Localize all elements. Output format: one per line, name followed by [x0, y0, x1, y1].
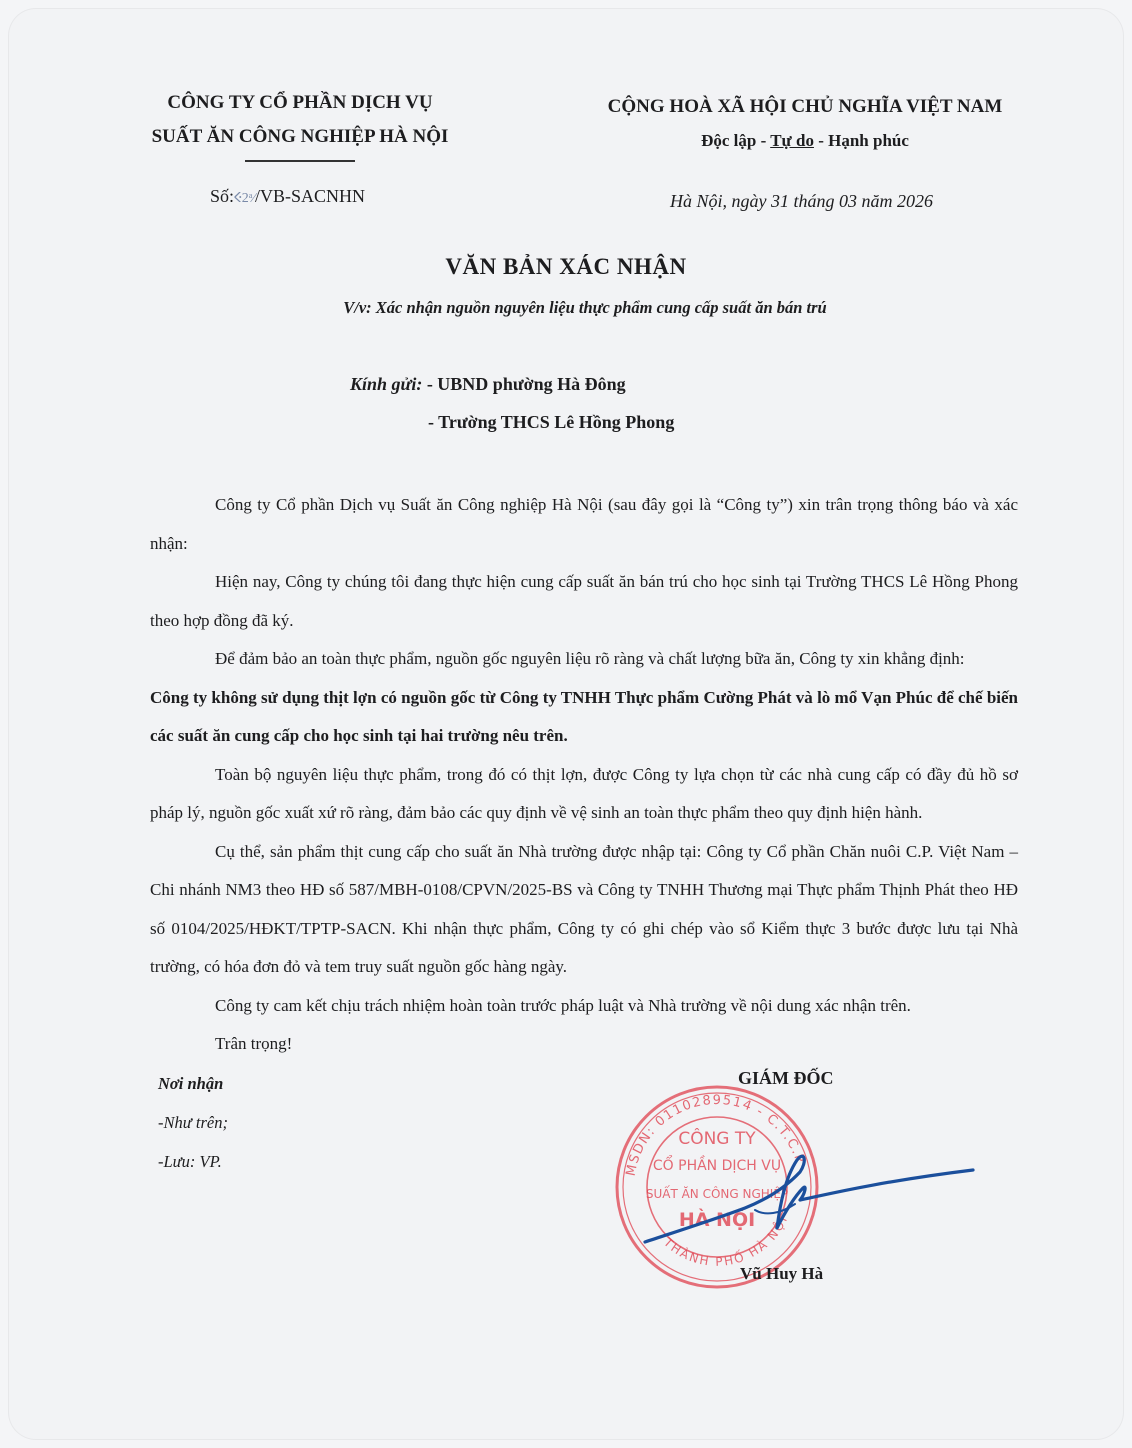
motto-part-3: - Hạnh phúc [813, 131, 909, 150]
doc-number-prefix: Số: [210, 186, 235, 206]
header-divider [245, 160, 355, 162]
paragraph-4: Toàn bộ nguyên liệu thực phẩm, trong đó có thịt lợn, được Công ty lựa chọn từ các nhà cung cấp có đầy đủ hồ sơ pháp lý, nguồn gốc xuất xứ rõ ràng, đảm bảo các quy định về vệ sinh an toàn thực phẩm theo quy định hiện hành. [150, 764, 1018, 822]
company-name-line2: SUẤT ĂN CÔNG NGHIỆP HÀ NỘI [151, 126, 449, 147]
document-subject: V/v: Xác nhận nguồn nguyên liệu thực phẩm cung cấp suất ăn bán trú [343, 298, 827, 317]
paragraph-3-emphasis: Công ty không sử dụng thịt lợn có nguồn gốc từ Công ty TNHH Thực phẩm Cường Phát và lò mổ Vạn Phúc để chế biến các suất ăn cung cấp cho học sinh tại hai trường nêu trên. [150, 687, 1018, 745]
paragraph-2: Hiện nay, Công ty chúng tôi đang thực hiện cung cấp suất ăn bán trú cho học sinh tại Trường THCS Lê Hồng Phong theo hợp đồng đã ký. [150, 572, 1018, 630]
paragraph-6: Công ty cam kết chịu trách nhiệm hoàn toàn trước pháp luật và Nhà trường về nội dung xác nhận trên. [215, 995, 911, 1015]
svg-text:CỔ PHẦN DỊCH VỤ: CỔ PHẦN DỊCH VỤ [652, 1158, 782, 1174]
national-title: CỘNG HOÀ XÃ HỘI CHỦ NGHĨA VIỆT NAM [607, 96, 1003, 117]
paragraph-5: Cụ thể, sản phẩm thịt cung cấp cho suất ăn Nhà trường được nhập tại: Công ty Cổ phần Chăn nuôi C.P. Việt Nam – Chi nhánh NM3 theo HĐ số 587/MBH-0108/CPVN/2025-BS và Công ty TNHH Thương mại Thực phẩm Thịnh Phát theo HĐ số 0104/2025/HĐKT/TPTP-SACN. Khi nhận thực phẩm, Công ty có ghi chép vào sổ Kiểm thực 3 bước được lưu tại Nhà trường, có hóa đơn đỏ và tem truy suất nguồn gốc hàng ngày. [150, 841, 1018, 976]
company-header [120, 86, 480, 162]
receivers-block [158, 1064, 228, 1181]
document-date: Hà Nội, ngày 31 tháng 03 năm 2026 [670, 191, 933, 211]
national-motto [585, 124, 1025, 158]
national-header [585, 90, 1025, 158]
paragraph-3: Để đảm bảo an toàn thực phẩm, nguồn gốc nguyên liệu rõ ràng và chất lượng bữa ăn, Công ty xin khẳng định: [215, 649, 965, 668]
receiver-1: -Như trên; [158, 1113, 228, 1132]
paragraph-1: Công ty Cổ phần Dịch vụ Suất ăn Công nghiệp Hà Nội (sau đây gọi là “Công ty”) xin trân trọng thông báo và xác nhận: [150, 495, 1018, 553]
svg-text:THÀNH PHỐ HÀ NỘI: THÀNH PHỐ HÀ NỘI [660, 1212, 791, 1269]
svg-text:CÔNG TY: CÔNG TY [678, 1129, 756, 1149]
recipient-2: - Trường THCS Lê Hồng Phong [428, 412, 675, 432]
svg-text:MSDN: 0110289514 - C.T.C.P: MSDN: 0110289514 - C.T.C.P [623, 1092, 808, 1178]
document-number [210, 186, 365, 207]
recipient-line-1 [350, 374, 626, 395]
recipient-1: - UBND phường Hà Đông [426, 374, 626, 394]
paragraph-7: Trân trọng! [215, 1034, 293, 1053]
motto-part-1: Độc lập - [701, 131, 771, 150]
svg-text:HÀ NỘI: HÀ NỘI [678, 1209, 756, 1231]
company-name-line1: CÔNG TY CỔ PHẦN DỊCH VỤ [167, 92, 433, 113]
signer-name: Vũ Huy Hà [740, 1264, 824, 1283]
recipient-label: Kính gửi: [350, 374, 423, 394]
receiver-2: -Lưu: VP. [158, 1152, 222, 1171]
signer-position: GIÁM ĐỐC [738, 1068, 834, 1088]
director-signature [635, 1120, 975, 1270]
document-body [150, 486, 1018, 1064]
motto-part-2: Tự do [770, 131, 814, 150]
doc-number-handwritten: Ⲵ2ᵃ⁄ [234, 191, 255, 206]
receivers-heading: Nơi nhận [158, 1074, 224, 1093]
svg-text:SUẤT ĂN CÔNG NGHIỆP: SUẤT ĂN CÔNG NGHIỆP [645, 1187, 789, 1201]
document-title: VĂN BẢN XÁC NHẬN [445, 254, 687, 279]
doc-number-suffix: /VB-SACNHN [254, 186, 365, 206]
